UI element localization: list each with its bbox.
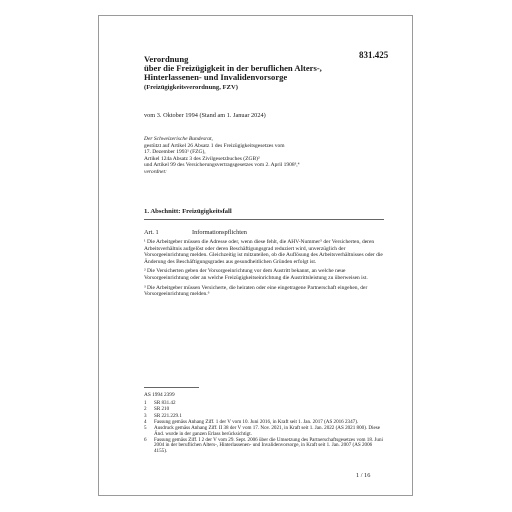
preamble-line: und Artikel 99 des Versicherungsvertragsgesetzes vom 2. April 1908³,⁴ [144,162,300,169]
footnote-text: Fassung gemäss Anhang Ziff. 1 der V vom 10. Juni 2016, in Kraft seit 1. Jan. 2017 (AS 2016 2347). [154,418,359,425]
article-body [144,239,384,301]
article-heading [144,229,247,236]
article-paragraph: ³ Die Arbeitgeber müssen Versicherte, die heiraten oder eine eingetragene Partnerschaft eingehen, der Vorsorgeeinrichtung melden.⁶ [144,284,368,298]
footnote-number: 4 [144,418,147,425]
as-reference: AS 1994 2399 [144,392,175,398]
document-title [144,55,354,92]
footnote-text: SR 221.229.1 [154,412,182,419]
page-number: 1 / 16 [356,472,371,479]
preamble-line: gestützt auf Artikel 26 Absatz 1 des Freizügigkeitsgesetzes vom [144,142,285,149]
footnote-text: SR 831.42 [154,400,176,406]
footnotes [144,401,384,455]
section-title: 1. Abschnitt: Freizügigkeitsfall [144,208,232,215]
date-line: vom 3. Oktober 1994 (Stand am 1. Januar 2024) [144,112,266,119]
preamble-decree: verordnet: [144,168,167,175]
footnote-number: 6 [144,436,147,443]
title-line: Verordnung [144,54,189,64]
footnote-text: Ausdruck gemäss Anhang Ziff. II 38 der V vom 17. Nov. 2021, in Kraft seit 1. Jan. 2022 (AS 2021 800). Diese Änd. wurde in der ganzen Erlass berücksichtigt. [154,425,381,437]
footnote-text: Fassung gemäss Ziff. I 2 der V vom 29. Sept. 2006 über die Umsetzung des Partnerschaftsgesetzes vom 18. Juni 2004 in der beruflichen Alters-, Hinterlassenen- und Invalidenvorsorge, in Kraft seit 1. Jan. 2007 (AS 2006 4155). [154,436,383,454]
document-page [98,15,413,496]
preamble-authority: Der Schweizerische Bundesrat, [144,136,213,142]
preamble [144,136,384,176]
article-paragraph: ² Die Versicherten geben der Vorsorgeeinrichtung vor dem Austritt bekannt, an welche neue Vorsorgeeinrichtung oder an welche Freizügigkeitseinrichtung die Austrittsleistung zu überweisen ist. [144,268,368,281]
section-divider [144,219,384,220]
sr-number: 831.425 [359,50,389,60]
footnote-number: 1 [144,400,147,406]
footnote-number: 5 [144,425,147,432]
short-title: (Freizügigkeitsverordnung, FZV) [144,84,238,91]
footnote [144,426,384,437]
footnote-divider [144,387,199,388]
footnote-text: SR 210 [154,406,170,413]
article-paragraph: ¹ Die Arbeitgeber müssen die Adresse oder, wenn diese fehlt, die AHV-Nummer⁵ der Versicherten, deren Arbeitsverhältnis aufgelöst oder deren Beschäftigungsgrad reduziert wird, unverzüglich der Vorsorgeeinrichtung melden. Gleichzeitig ist mitzuteilen, ob die Auflösung des Arbeitsverhältnisses oder die Änderung des Beschäftigungsgrades aus gesundheitlichen Gründen erfolgt ist. [144,239,383,265]
footnote [144,401,384,407]
title-line: Hinterlassenen- und Invalidenvorsorge [144,72,288,82]
footnote-number: 2 [144,406,147,413]
footnote-number: 3 [144,412,147,419]
preamble-line: 17. Dezember 1993¹ (FZG), [144,149,206,156]
article-title: Informationspflichten [192,229,247,236]
footnote [144,438,384,455]
preamble-line: Artikel 124a Absatz 3 des Zivilgesetzbuches (ZGB)² [144,155,260,162]
title-line: über die Freizügigkeit in der beruflichen Alters-, [144,63,322,73]
article-label: Art. 1 [144,229,159,236]
footnote [144,407,384,413]
